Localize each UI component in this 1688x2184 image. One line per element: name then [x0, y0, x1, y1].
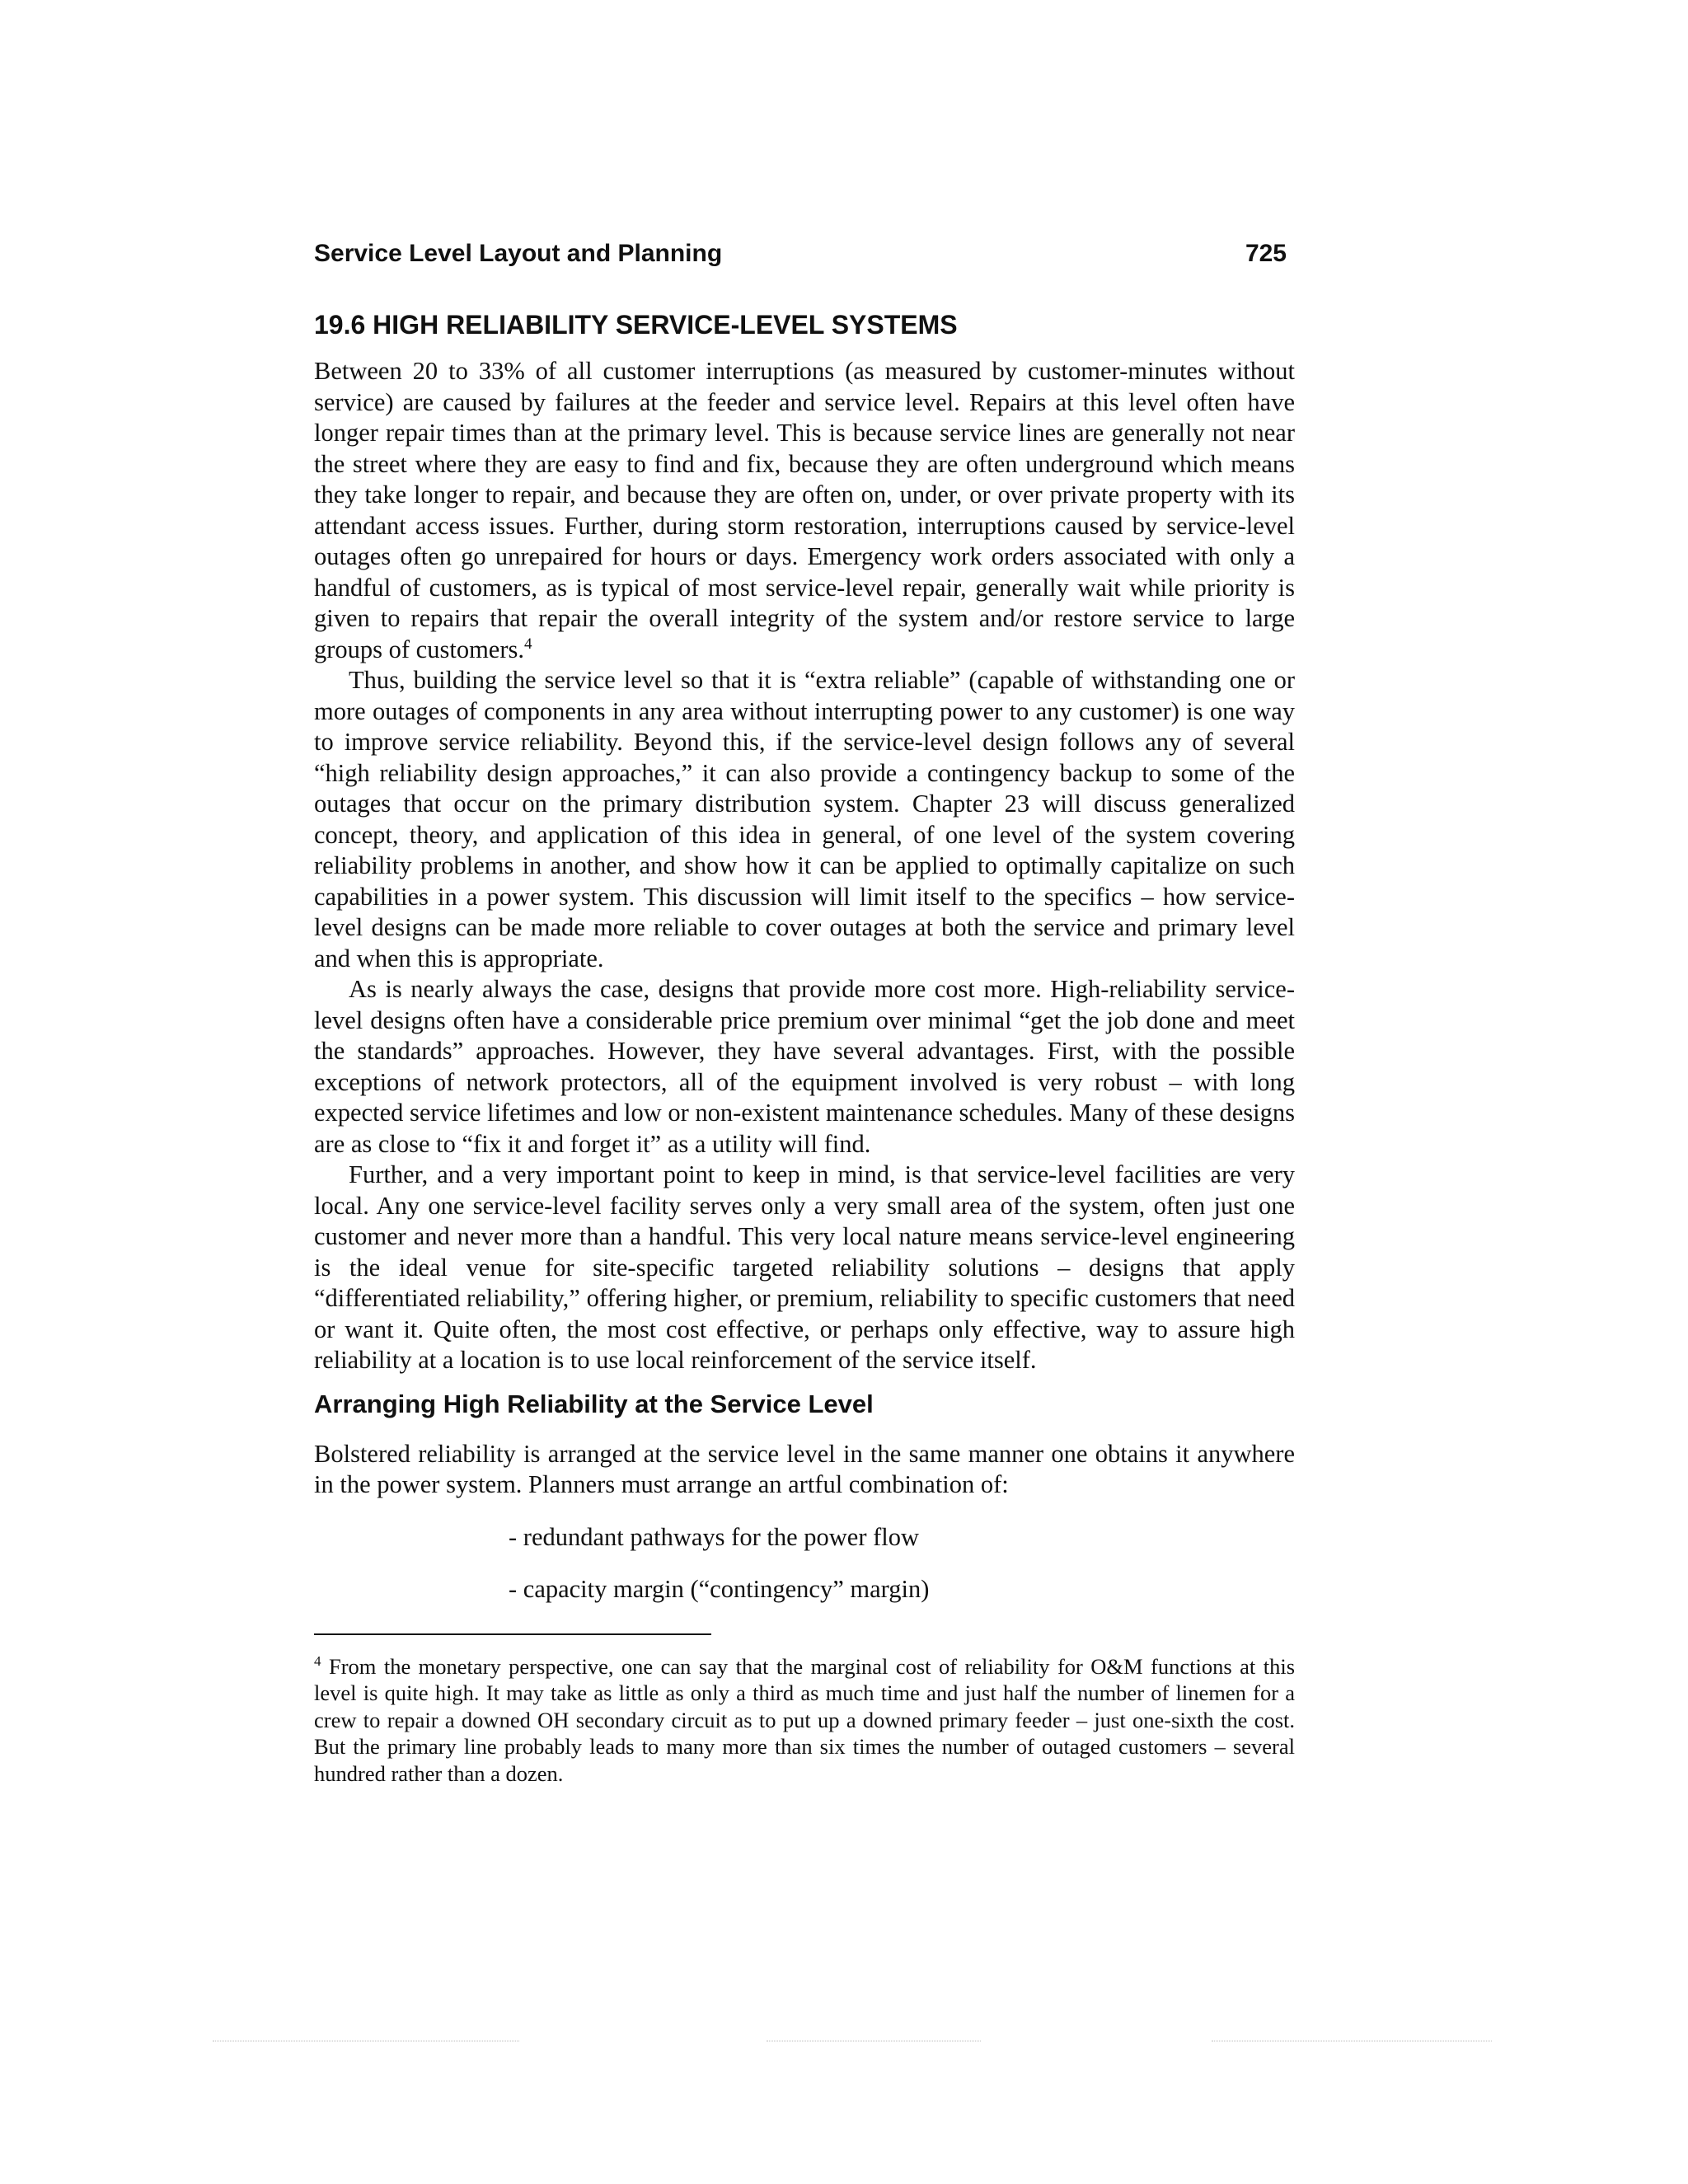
footnote	[314, 1653, 1295, 1788]
footnote-divider	[314, 1633, 711, 1635]
paragraph-3: As is nearly always the case, designs that provide more cost more. High-reliability service-level designs often have a considerable price premium over minimal “get the job done and meet the standards” approaches. However, they have several advantages. First, with the possible exceptions of network protectors, all of the equipment involved is very robust – with long expected service lifetimes and low or non-existent maintenance schedules. Many of these designs are as close to “fix it and forget it” as a utility will find.	[314, 975, 1295, 1158]
footnote-reference[interactable]: 4	[523, 635, 532, 653]
book-page	[314, 239, 1295, 1787]
running-head-title: Service Level Layout and Planning	[314, 240, 723, 267]
footnote-text: From the monetary perspective, one can say that the marginal cost of reliability for O&M functions at this level is quite high. It may take as little as only a third as much time and just half the number of linemen for a crew to repair a downed OH secondary circuit as to put up a downed primary feeder – just one-sixth the cost. But the primary line probably leads to many more than six times the number of outaged customers – several hundred rather than a dozen.	[314, 1653, 1296, 1786]
running-head	[314, 239, 1295, 269]
paragraph-1	[314, 356, 1295, 665]
list-item: - redundant pathways for the power flow	[509, 1522, 920, 1551]
subsection-body	[314, 1439, 1295, 1501]
paragraph-2: Thus, building the service level so that it is “extra reliable” (capable of withstanding one or more outages of components in any area without interrupting power to any customer) is one way to improve service reliability. Beyond this, if the service-level design follows any of several “high reliability design approaches,” it can also provide a contingency backup to some of the outages that occur on the primary distribution system. Chapter 23 will discuss generalized concept, theory, and application of this idea in general, of one level of the system covering reliability problems in another, and show how it can be applied to optimally capitalize on such capabilities in a power system. This discussion will limit itself to the specifics – how service-level designs can be made more reliable to cover outages at both the service and primary level and when this is appropriate.	[314, 666, 1295, 972]
paragraph-1-text: Between 20 to 33% of all customer interruptions (as measured by customer-minutes without service) are caused by failures at the feeder and service level. Repairs at this level often have longer repair times than at the primary level. This is because service lines are generally not near the street where they are easy to find and fix, because they are often underground which means they take longer to repair, and because they are often on, under, or over private property with its attendant access issues. Further, during storm restoration, interruptions caused by service-level outages often go unrepaired for hours or days. Emergency work orders associated with only a handful of customers, as is typical of most service-level repair, generally wait while priority is given to repairs that repair the overall integrity of the system and/or restore service to large groups of customers.	[314, 357, 1295, 663]
footnote-marker: 4	[314, 1652, 321, 1669]
page-number: 725	[1245, 240, 1287, 267]
section-body	[314, 356, 1295, 1376]
paragraph-4: Further, and a very important point to keep in mind, is that service-level facilities are very local. Any one service-level facility serves only a very small area of the system, often just one customer and never more than a handful. This very local nature means service-level engineering is the ideal venue for site-specific targeted reliability solutions – designs that apply “differentiated reliability,” offering higher, or premium, reliability to specific customers that need or want it. Quite often, the most cost effective, or perhaps only effective, way to assure high reliability at a location is to use local reinforcement of the service itself.	[314, 1160, 1295, 1374]
section-heading: 19.6 HIGH RELIABILITY SERVICE-LEVEL SYSTEMS	[314, 310, 958, 340]
list-item: - capacity margin (“contingency” margin)	[509, 1575, 930, 1603]
subsection-heading: Arranging High Reliability at the Service Level	[314, 1389, 874, 1418]
combination-list	[314, 1522, 1295, 1605]
subsection-intro: Bolstered reliability is arranged at the service level in the same manner one obtains it anywhere in the power system. Planners must arrange an artful combination of:	[314, 1439, 1295, 1498]
